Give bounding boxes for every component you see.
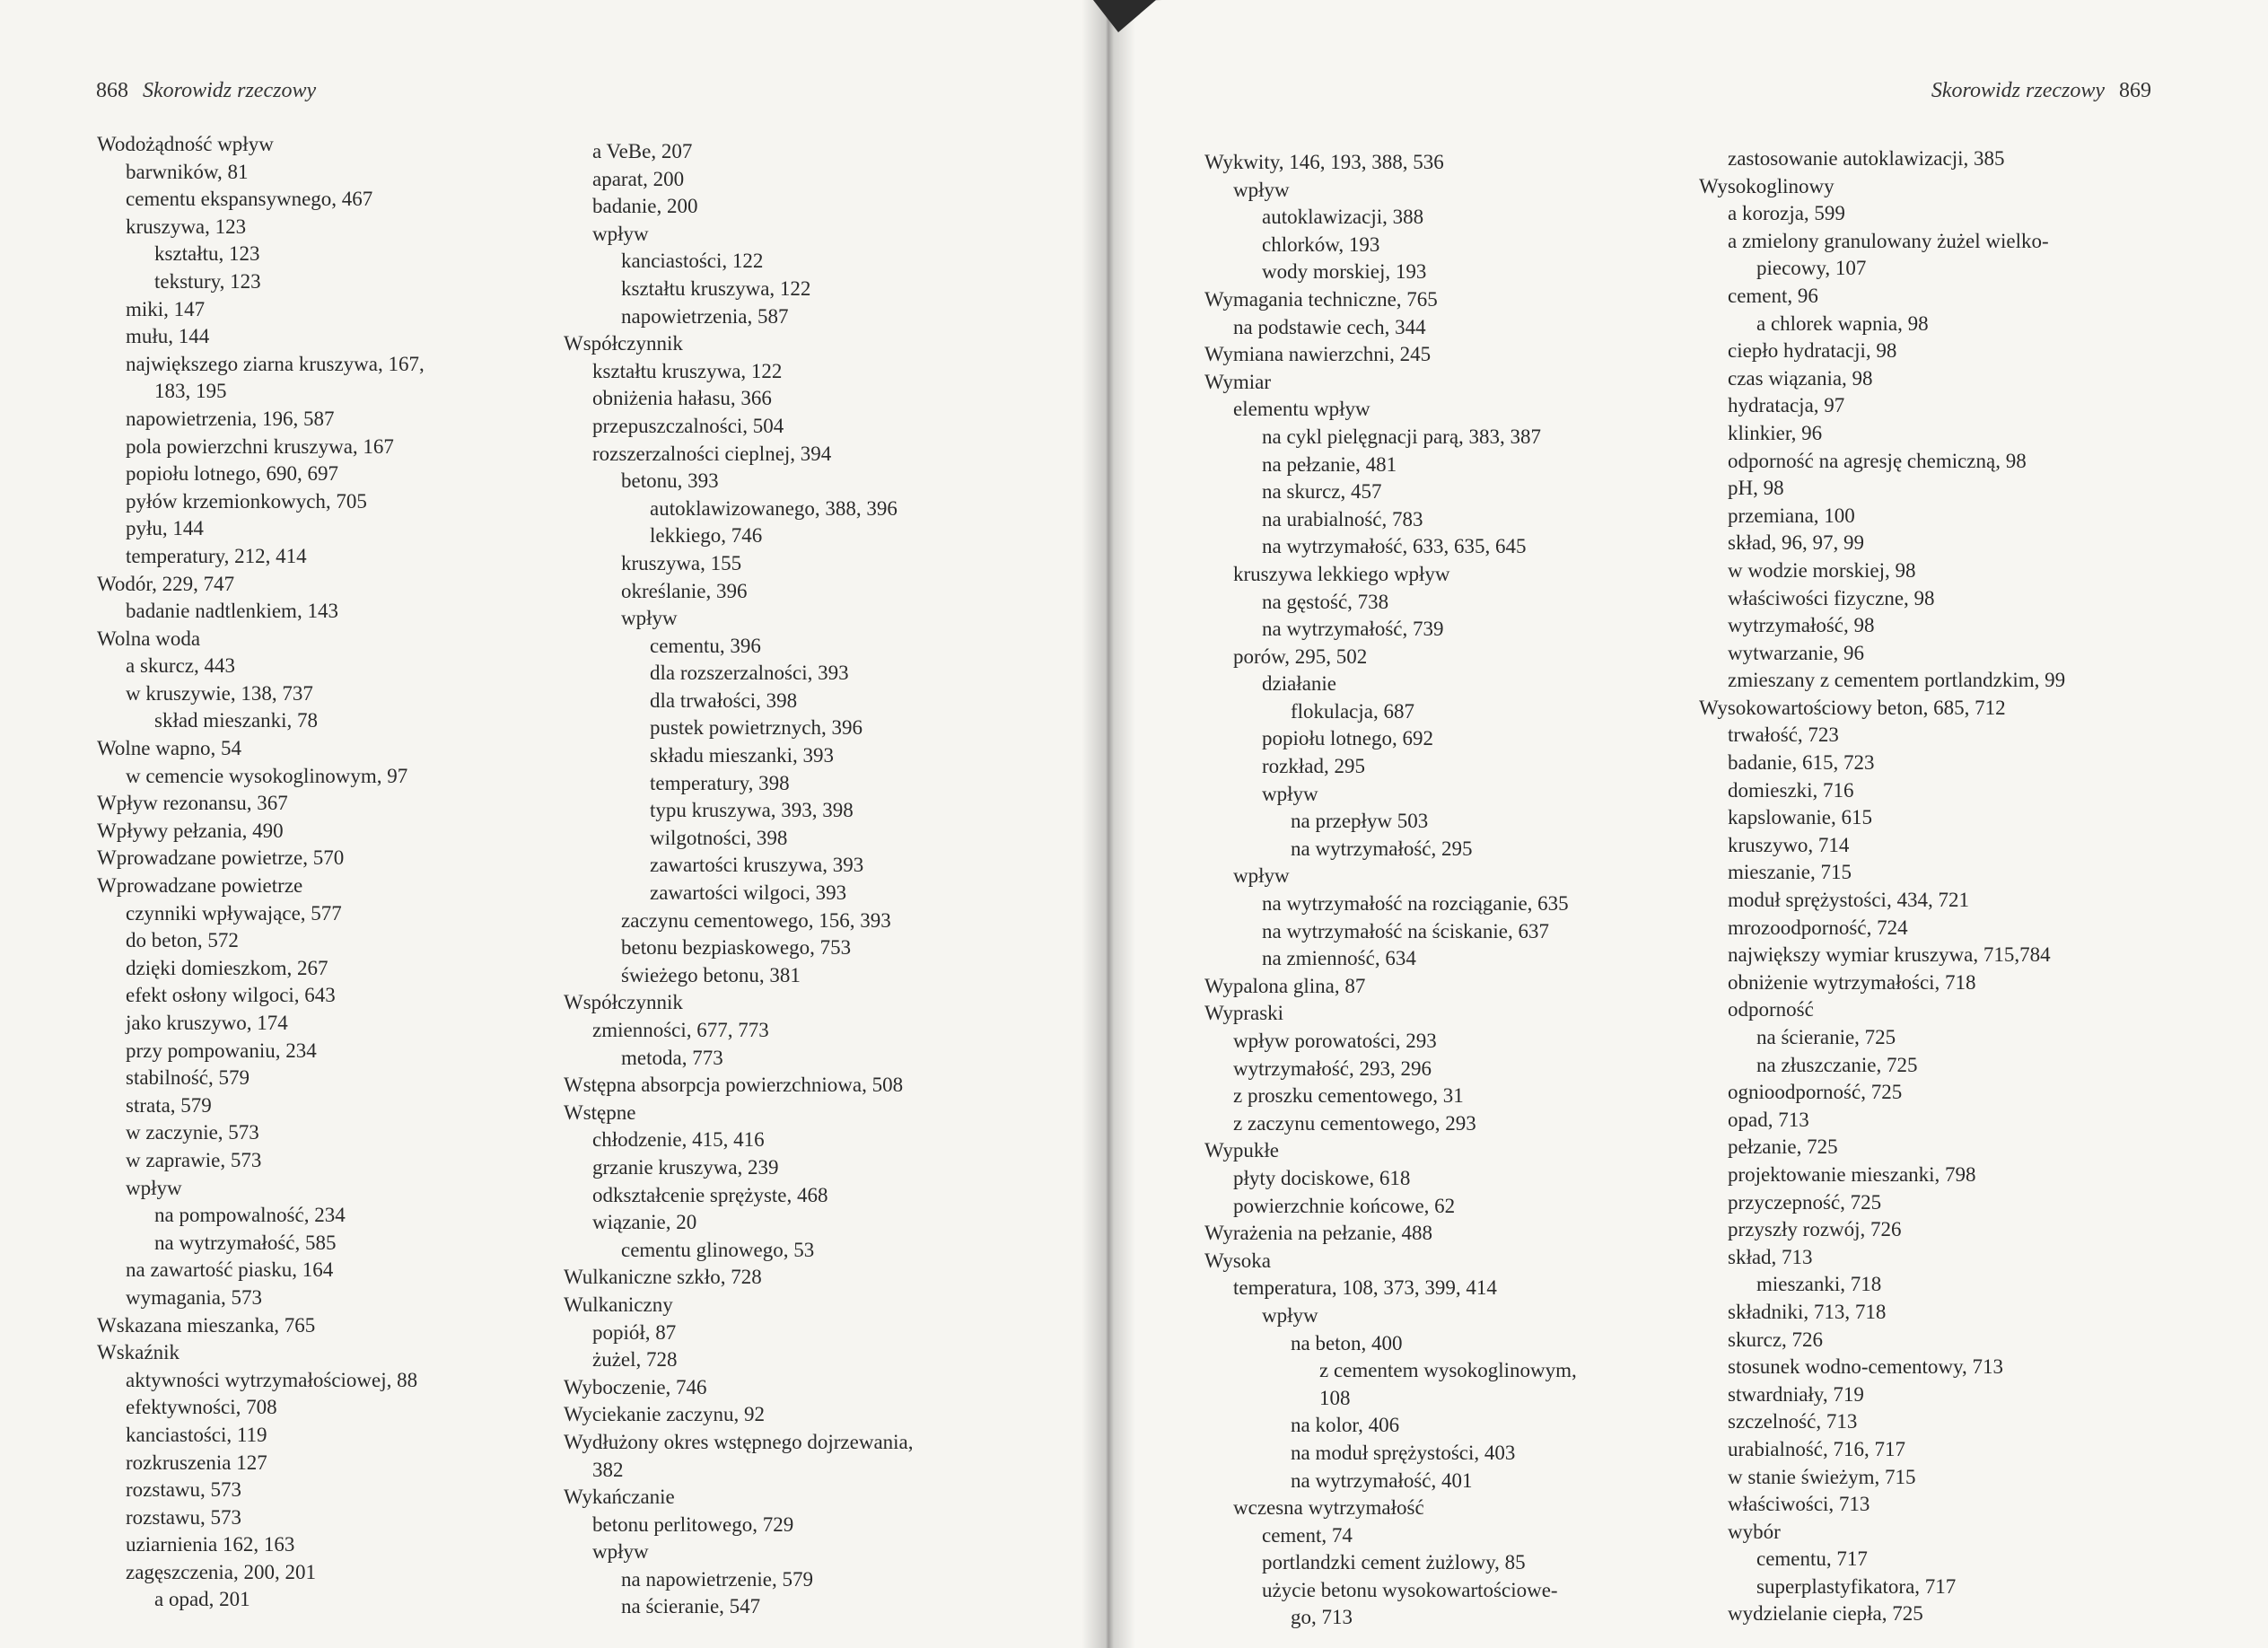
index-entry: cementu, 396: [650, 634, 761, 657]
index-entry: Wodożądność wpływ: [97, 133, 274, 155]
index-entry: metoda, 773: [621, 1046, 723, 1069]
index-entry: na urabialność, 783: [1262, 507, 1423, 530]
index-entry: go, 713: [1291, 1606, 1353, 1629]
index-entry: rozstawu, 573: [126, 1505, 242, 1529]
index-entry: na skurcz, 457: [1262, 480, 1382, 504]
index-entry: 183, 195: [154, 380, 227, 403]
index-entry: w zaprawie, 573: [126, 1148, 262, 1171]
index-entry: betonu, 393: [621, 469, 719, 493]
left-page-number: 868: [96, 79, 128, 102]
index-entry: Wymiar: [1204, 370, 1271, 393]
index-entry: na zmienność, 634: [1262, 947, 1416, 970]
index-entry: Wprowadzane powietrze: [97, 874, 303, 898]
index-entry: stwardniały, 719: [1728, 1382, 1864, 1406]
index-entry: świeżego betonu, 381: [621, 963, 801, 986]
index-entry: kanciastości, 119: [126, 1423, 267, 1446]
index-entry: wpływ: [1262, 782, 1318, 805]
index-entry: uziarnienia 162, 163: [126, 1533, 295, 1556]
index-entry: Wulkaniczny: [564, 1293, 673, 1316]
index-entry: mrozoodporność, 724: [1728, 916, 1908, 939]
index-entry: Wypraski: [1204, 1002, 1284, 1025]
index-entry: stosunek wodno-cementowy, 713: [1728, 1355, 2004, 1379]
left-page-title: Skorowidz rzeczowy: [143, 79, 317, 102]
index-entry: a opad, 201: [154, 1588, 250, 1611]
index-entry: na wytrzymałość, 633, 635, 645: [1262, 535, 1527, 558]
index-entry: barwników, 81: [126, 160, 249, 183]
index-entry: trwałość, 723: [1728, 723, 1839, 747]
index-entry: na zawartość piasku, 164: [126, 1258, 334, 1282]
index-entry: porów, 295, 502: [1233, 644, 1368, 668]
index-entry: Wyboczenie, 746: [564, 1375, 707, 1398]
index-entry: temperatury, 212, 414: [126, 544, 307, 567]
index-entry: cementu, 717: [1756, 1547, 1868, 1571]
index-entry: mieszanie, 715: [1728, 861, 1852, 884]
index-entry: na napowietrzenie, 579: [621, 1567, 813, 1591]
index-entry: odkształcenie sprężyste, 468: [592, 1183, 828, 1206]
index-entry: czas wiązania, 98: [1728, 366, 1873, 390]
index-entry: a skurcz, 443: [126, 654, 235, 678]
index-entry: wilgotności, 398: [650, 826, 788, 849]
index-entry: działanie: [1262, 672, 1337, 696]
index-entry: ognioodporność, 725: [1728, 1081, 1903, 1104]
index-entry: Wysokoglinowy: [1699, 174, 1835, 197]
index-entry: wydzielanie ciepła, 725: [1728, 1602, 1923, 1626]
index-entry: autoklawizacji, 388: [1262, 206, 1424, 229]
left-index-column-2: [564, 138, 914, 1621]
index-entry: wpływ: [592, 222, 649, 245]
index-entry: kanciastości, 122: [621, 250, 764, 273]
index-entry: wiązanie, 20: [592, 1211, 697, 1234]
index-entry: Wykańczanie: [564, 1486, 675, 1509]
index-entry: rozstawu, 573: [126, 1478, 242, 1502]
index-entry: odporność: [1728, 998, 1814, 1021]
index-entry: skład, 96, 97, 99: [1728, 531, 1865, 555]
index-entry: na pompowalność, 234: [154, 1204, 346, 1227]
index-entry: napowietrzenia, 587: [621, 304, 789, 328]
index-entry: Wykwity, 146, 193, 388, 536: [1204, 151, 1444, 173]
index-entry: cementu glinowego, 53: [621, 1238, 815, 1261]
index-entry: piecowy, 107: [1756, 257, 1867, 280]
index-entry: czynniki wpływające, 577: [126, 901, 342, 925]
index-entry: strata, 579: [126, 1093, 212, 1117]
index-entry: cement, 74: [1262, 1523, 1353, 1547]
index-entry: wody morskiej, 193: [1262, 260, 1427, 284]
index-entry: popiołu lotnego, 690, 697: [126, 462, 339, 486]
index-entry: kapslowanie, 615: [1728, 806, 1872, 829]
index-entry: kształtu, 123: [154, 242, 260, 266]
index-entry: użycie betonu wysokowartościowe-: [1262, 1578, 1558, 1601]
index-entry: badanie nadtlenkiem, 143: [126, 600, 338, 623]
index-entry: wczesna wytrzymałość: [1233, 1496, 1424, 1520]
index-entry: a korozja, 599: [1728, 202, 1845, 225]
index-entry: wybór: [1728, 1520, 1781, 1543]
index-entry: przyczepność, 725: [1728, 1190, 1882, 1214]
index-entry: na podstawie cech, 344: [1233, 315, 1426, 338]
index-entry: na pełzanie, 481: [1262, 452, 1397, 476]
index-entry: na wytrzymałość, 295: [1291, 837, 1473, 860]
right-page: [1108, 0, 2268, 1648]
index-entry: wymagania, 573: [126, 1285, 263, 1309]
index-entry: Wstępna absorpcja powierzchniowa, 508: [564, 1074, 904, 1097]
index-entry: na beton, 400: [1291, 1331, 1403, 1354]
index-entry: wpływ: [1233, 178, 1290, 201]
index-entry: badanie, 200: [592, 195, 698, 218]
index-entry: Wolne wapno, 54: [97, 737, 242, 760]
index-entry: wpływ: [126, 1176, 182, 1199]
index-entry: kruszywa lekkiego wpływ: [1233, 562, 1450, 585]
index-entry: 382: [592, 1458, 624, 1481]
index-entry: Wskazana mieszanka, 765: [97, 1313, 316, 1337]
index-entry: wpływ: [592, 1540, 649, 1564]
index-entry: Wolna woda: [97, 627, 201, 650]
index-entry: a VeBe, 207: [592, 140, 693, 162]
index-entry: przyszły rozwój, 726: [1728, 1218, 1902, 1241]
index-entry: składu mieszanki, 393: [650, 744, 835, 767]
index-entry: na ścieranie, 725: [1756, 1026, 1896, 1048]
index-entry: rozkruszenia 127: [126, 1451, 267, 1474]
index-entry: zmieszany z cementem portlandzkim, 99: [1728, 669, 2066, 692]
index-entry: urabialność, 716, 717: [1728, 1437, 1906, 1460]
index-entry: grzanie kruszywa, 239: [592, 1155, 779, 1179]
index-entry: aparat, 200: [592, 167, 685, 190]
index-entry: na ścieranie, 547: [621, 1595, 761, 1618]
index-entry: na wytrzymałość, 585: [154, 1231, 337, 1254]
index-entry: zawartości kruszywa, 393: [650, 854, 864, 877]
index-entry: do beton, 572: [126, 929, 239, 952]
index-entry: na moduł sprężystości, 403: [1291, 1441, 1516, 1464]
index-entry: kruszywa, 155: [621, 551, 742, 574]
index-entry: wpływ porowatości, 293: [1233, 1030, 1437, 1052]
index-entry: Wyrażenia na pełzanie, 488: [1204, 1222, 1433, 1245]
index-entry: 108: [1319, 1386, 1351, 1409]
index-entry: na kolor, 406: [1291, 1414, 1400, 1437]
index-entry: betonu bezpiaskowego, 753: [621, 936, 852, 960]
index-entry: efektywności, 708: [126, 1396, 277, 1419]
index-entry: napowietrzenia, 196, 587: [126, 407, 335, 430]
index-entry: cement, 96: [1728, 284, 1818, 307]
index-entry: wytrzymałość, 98: [1728, 614, 1875, 637]
index-entry: zastosowanie autoklawizacji, 385: [1728, 147, 2005, 170]
index-entry: powierzchnie końcowe, 62: [1233, 1194, 1456, 1217]
index-entry: w wodzie morskiej, 98: [1728, 558, 1916, 582]
index-entry: właściwości fizyczne, 98: [1728, 586, 1935, 609]
index-entry: Wymagania techniczne, 765: [1204, 287, 1438, 311]
index-entry: w kruszywie, 138, 737: [126, 681, 313, 705]
index-entry: w stanie świeżym, 715: [1728, 1465, 1916, 1488]
index-entry: Wstępne: [564, 1100, 636, 1124]
index-entry: na przepływ 503: [1291, 810, 1429, 833]
index-entry: projektowanie mieszanki, 798: [1728, 1162, 1976, 1186]
index-entry: z proszku cementowego, 31: [1233, 1084, 1464, 1108]
index-entry: Wodór, 229, 747: [97, 572, 235, 595]
index-entry: mieszanki, 718: [1756, 1273, 1882, 1296]
index-entry: popiołu lotnego, 692: [1262, 727, 1434, 750]
index-entry: szczelność, 713: [1728, 1410, 1858, 1433]
index-entry: dla rozszerzalności, 393: [650, 662, 849, 685]
index-entry: elementu wpływ: [1233, 398, 1370, 421]
index-entry: typu kruszywa, 393, 398: [650, 799, 854, 822]
index-entry: dla trwałości, 398: [650, 688, 798, 712]
index-entry: największy wymiar kruszywa, 715,784: [1728, 943, 2051, 967]
index-entry: z cementem wysokoglinowym,: [1319, 1359, 1577, 1382]
index-entry: Wulkaniczne szkło, 728: [564, 1266, 762, 1289]
index-entry: pH, 98: [1728, 477, 1784, 500]
index-entry: autoklawizowanego, 388, 396: [650, 496, 898, 520]
index-entry: Wydłużony okres wstępnego dojrzewania,: [564, 1430, 914, 1453]
index-entry: Wpływy pełzania, 490: [97, 819, 284, 842]
index-entry: zagęszczenia, 200, 201: [126, 1560, 317, 1583]
index-entry: w cemencie wysokoglinowym, 97: [126, 764, 408, 787]
index-entry: Wpływ rezonansu, 367: [97, 792, 288, 815]
index-entry: na cykl pielęgnacji parą, 383, 387: [1262, 425, 1542, 448]
index-entry: superplastyfikatora, 717: [1756, 1574, 1957, 1598]
index-entry: przy pompowaniu, 234: [126, 1039, 317, 1062]
index-entry: kształtu kruszywa, 122: [621, 276, 811, 300]
index-entry: pyłu, 144: [126, 517, 204, 540]
index-entry: z zaczynu cementowego, 293: [1233, 1111, 1476, 1135]
index-entry: przepuszczalności, 504: [592, 414, 784, 437]
index-entry: betonu perlitowego, 729: [592, 1512, 794, 1536]
index-entry: odporność na agresję chemiczną, 98: [1728, 449, 2027, 472]
left-index-column-1: [97, 131, 425, 1614]
index-entry: kruszywo, 714: [1728, 833, 1850, 856]
index-entry: popiół, 87: [592, 1320, 677, 1344]
index-entry: chlorków, 193: [1262, 232, 1380, 256]
index-entry: a zmielony granulowany żużel wielko-: [1728, 229, 2049, 252]
index-entry: mułu, 144: [126, 325, 210, 348]
index-entry: wpływ: [1233, 864, 1290, 888]
index-entry: efekt osłony wilgoci, 643: [126, 984, 336, 1007]
index-entry: zaczynu cementowego, 156, 393: [621, 908, 891, 932]
index-entry: w zaczynie, 573: [126, 1121, 259, 1144]
index-entry: wpływ: [1262, 1303, 1318, 1327]
index-entry: miki, 147: [126, 297, 206, 320]
index-entry: moduł sprężystości, 434, 721: [1728, 889, 1969, 912]
index-entry: na wytrzymałość, 401: [1291, 1468, 1473, 1492]
index-entry: na wytrzymałość na rozciąganie, 635: [1262, 892, 1569, 916]
index-entry: zmienności, 677, 773: [592, 1019, 769, 1041]
index-entry: skład, 713: [1728, 1245, 1813, 1268]
index-entry: portlandzki cement żużlowy, 85: [1262, 1551, 1526, 1574]
index-entry: na złuszczanie, 725: [1756, 1053, 1918, 1076]
index-entry: temperatury, 398: [650, 771, 790, 794]
index-entry: Wymiana nawierzchni, 245: [1204, 343, 1432, 366]
index-entry: ciepło hydratacji, 98: [1728, 339, 1897, 363]
index-entry: stabilność, 579: [126, 1066, 250, 1090]
index-entry: Wskaźnik: [97, 1341, 180, 1364]
index-entry: flokulacja, 687: [1291, 699, 1414, 723]
index-entry: aktywności wytrzymałościowej, 88: [126, 1368, 418, 1391]
right-page-title: Skorowidz rzeczowy: [1931, 79, 2105, 102]
index-entry: Wypalona glina, 87: [1204, 974, 1366, 997]
index-entry: zawartości wilgoci, 393: [650, 881, 847, 905]
index-entry: Wysokowartościowy beton, 685, 712: [1699, 696, 2006, 719]
index-entry: żużel, 728: [592, 1348, 678, 1372]
index-entry: tekstury, 123: [154, 269, 261, 293]
index-entry: właściwości, 713: [1728, 1493, 1870, 1516]
index-entry: skurcz, 726: [1728, 1328, 1824, 1351]
index-entry: lekkiego, 746: [650, 524, 763, 548]
index-entry: dzięki domieszkom, 267: [126, 956, 328, 979]
index-entry: Wysoka: [1204, 1249, 1271, 1272]
index-entry: rozkład, 295: [1262, 755, 1365, 778]
index-entry: klinkier, 96: [1728, 421, 1823, 444]
index-entry: skład mieszanki, 78: [154, 709, 319, 732]
index-entry: największego ziarna kruszywa, 167,: [126, 352, 425, 375]
index-entry: określanie, 396: [621, 579, 748, 602]
index-entry: Współczynnik: [564, 991, 683, 1014]
right-index-column-2: [1699, 145, 2065, 1628]
index-entry: na wytrzymałość na ściskanie, 637: [1262, 919, 1549, 942]
left-page: [0, 0, 1108, 1648]
index-entry: badanie, 615, 723: [1728, 751, 1875, 775]
left-page-header: [96, 79, 316, 103]
index-entry: płyty dociskowe, 618: [1233, 1166, 1411, 1189]
index-entry: rozszerzalności cieplnej, 394: [592, 442, 832, 465]
index-entry: składniki, 713, 718: [1728, 1300, 1887, 1323]
index-entry: wpływ: [621, 607, 678, 630]
index-entry: Wprowadzane powietrze, 570: [97, 846, 345, 870]
index-entry: na wytrzymałość, 739: [1262, 618, 1444, 641]
index-entry: Wypukłe: [1204, 1139, 1279, 1162]
index-entry: a chlorek wapnia, 98: [1756, 311, 1929, 335]
index-entry: pełzanie, 725: [1728, 1135, 1838, 1159]
index-entry: przemiana, 100: [1728, 504, 1855, 527]
right-index-column-1: [1204, 149, 1577, 1632]
index-entry: temperatura, 108, 373, 399, 414: [1233, 1276, 1497, 1300]
index-entry: Współczynnik: [564, 332, 683, 355]
index-entry: domieszki, 716: [1728, 778, 1854, 802]
index-entry: wytrzymałość, 293, 296: [1233, 1056, 1432, 1080]
index-entry: jako kruszywo, 174: [126, 1012, 288, 1034]
index-entry: wytwarzanie, 96: [1728, 641, 1864, 664]
index-entry: chłodzenie, 415, 416: [592, 1128, 765, 1152]
index-entry: hydratacja, 97: [1728, 394, 1845, 417]
index-entry: obniżenia hałasu, 366: [592, 387, 772, 410]
index-entry: obniżenie wytrzymałości, 718: [1728, 970, 1976, 994]
index-entry: kształtu kruszywa, 122: [592, 359, 783, 382]
index-entry: na gęstość, 738: [1262, 590, 1389, 613]
right-page-header: [1931, 79, 2151, 103]
index-entry: pyłów krzemionkowych, 705: [126, 489, 367, 513]
index-entry: pustek powietrznych, 396: [650, 716, 863, 740]
index-entry: cementu ekspansywnego, 467: [126, 188, 373, 211]
index-entry: kruszywa, 123: [126, 215, 247, 238]
index-entry: pola powierzchni kruszywa, 167: [126, 434, 394, 458]
index-entry: opad, 713: [1728, 1108, 1809, 1131]
right-page-number: 869: [2119, 79, 2151, 102]
index-entry: Wyciekanie zaczynu, 92: [564, 1403, 766, 1426]
